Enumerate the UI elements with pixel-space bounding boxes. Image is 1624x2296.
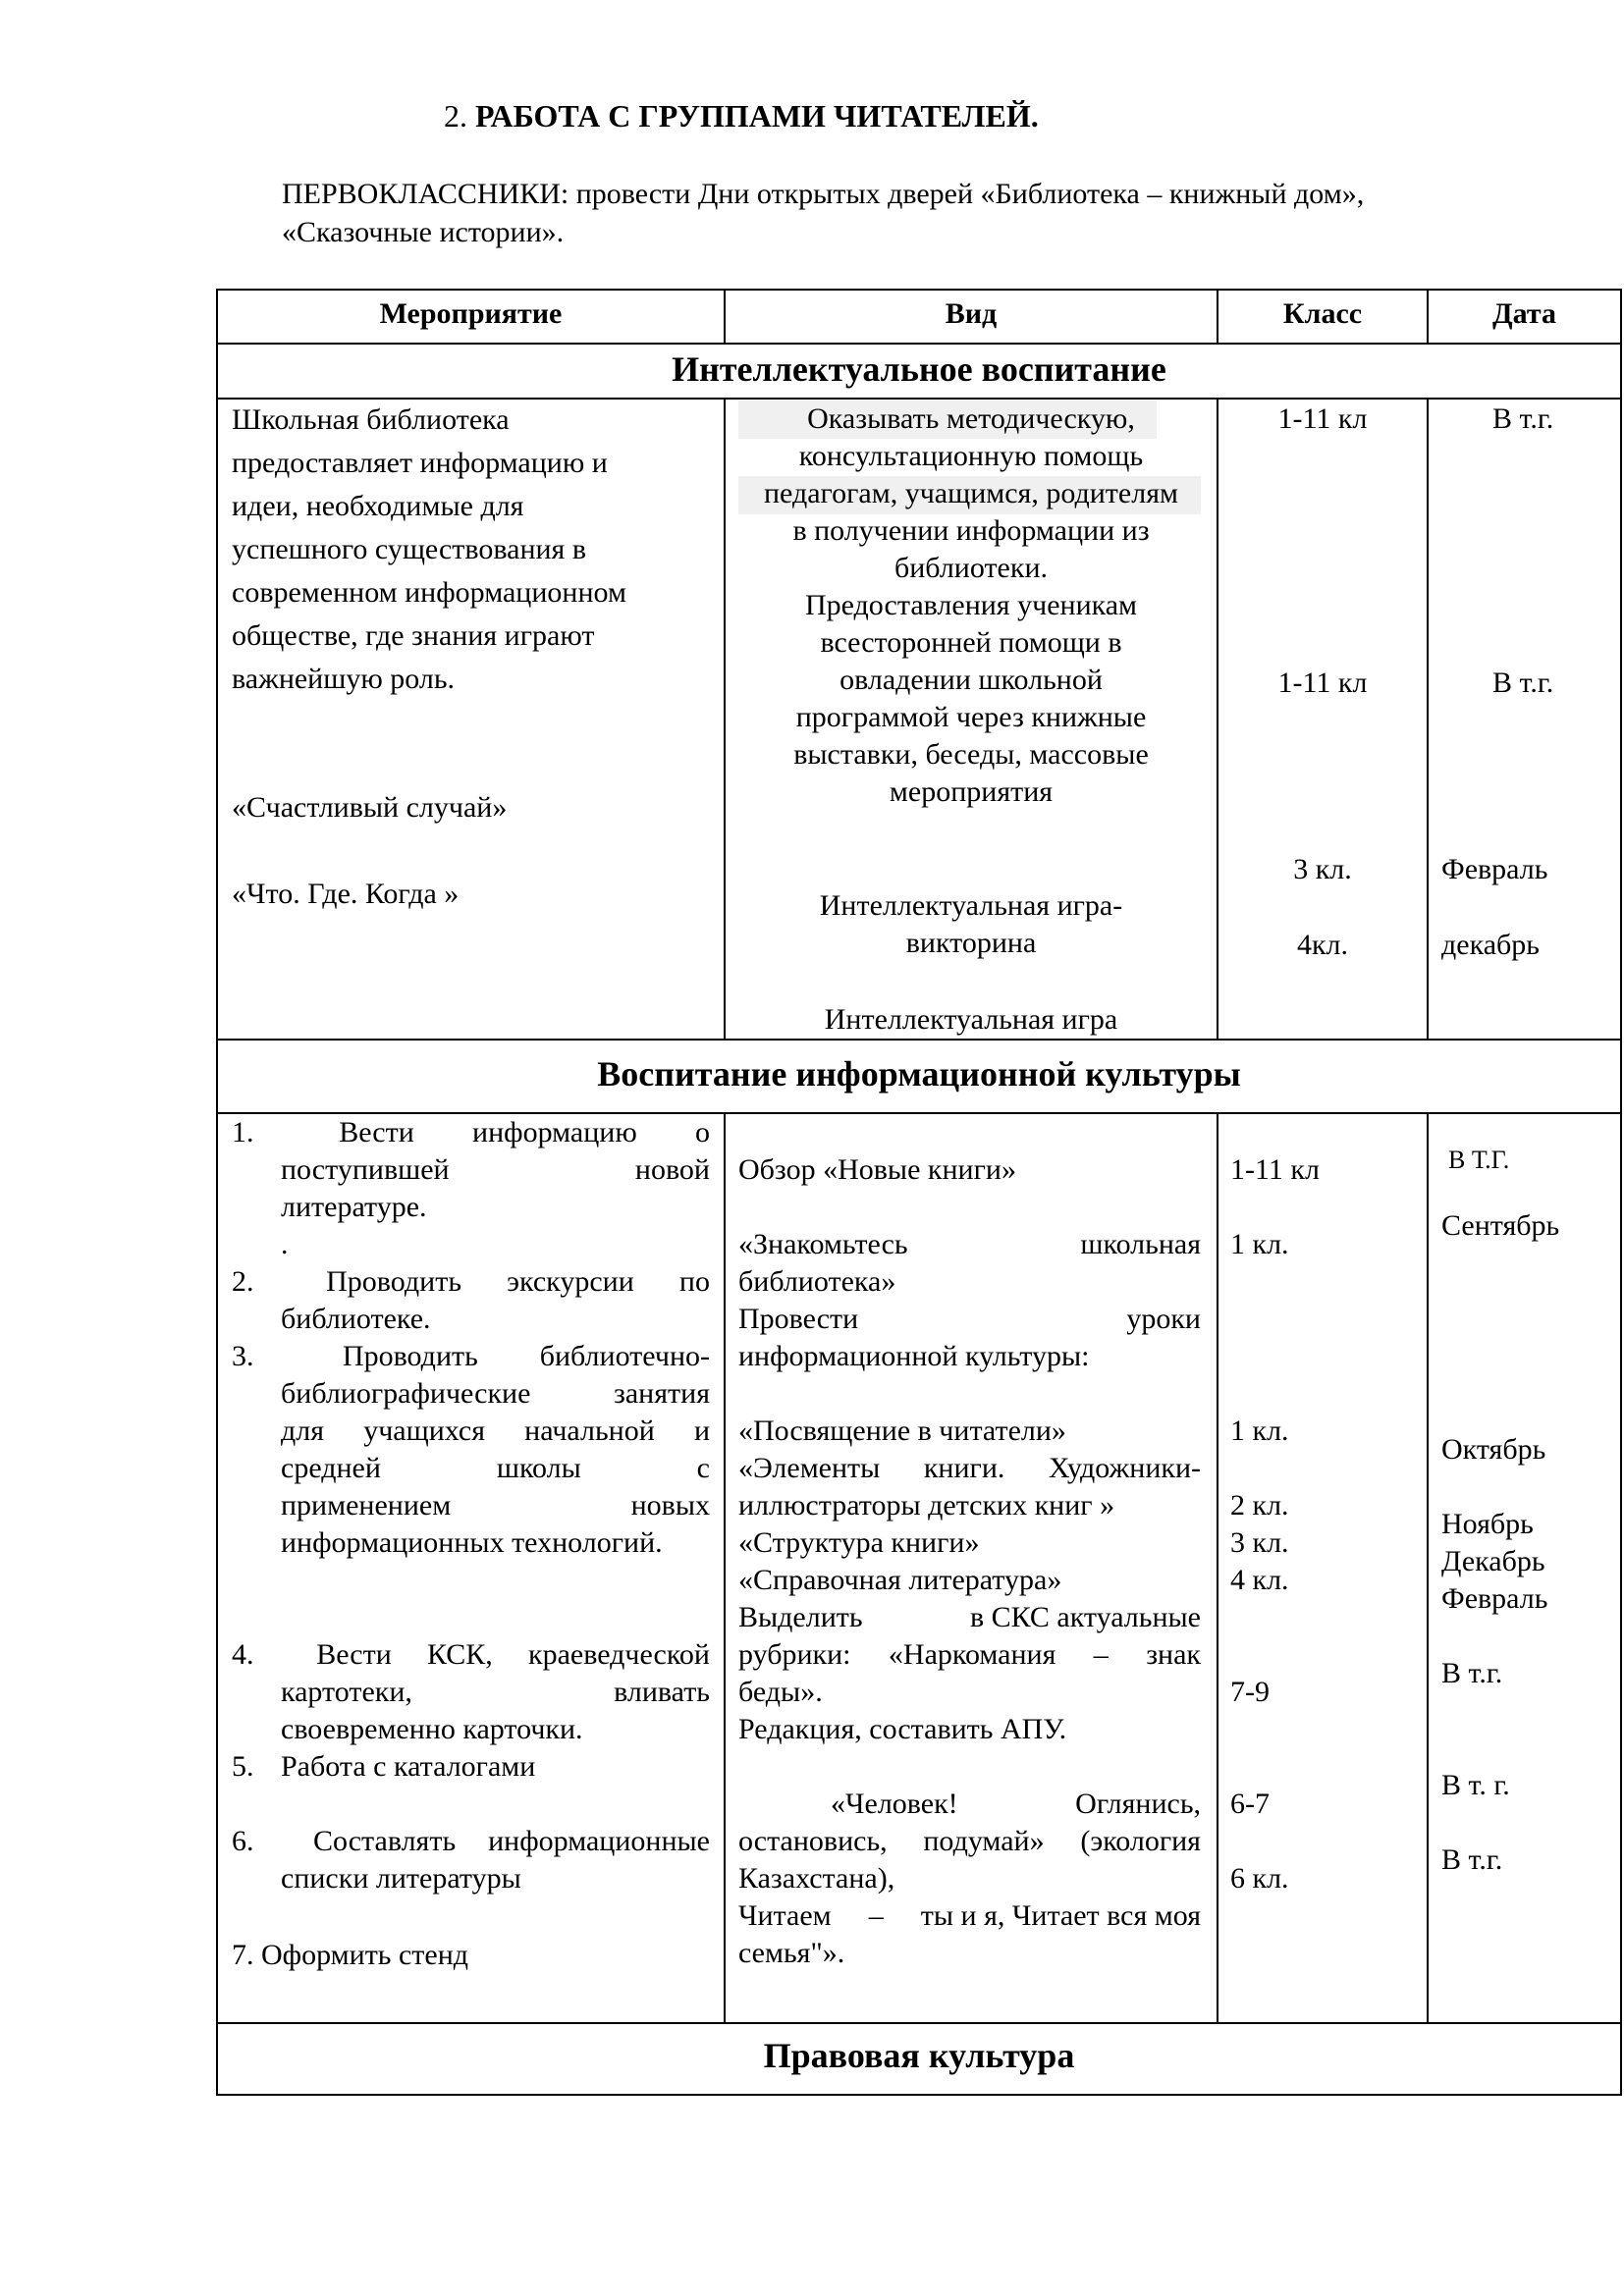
- grade-item: 2 кл.: [1230, 1489, 1289, 1522]
- section-information-culture: Воспитание информационной культуры: [597, 1054, 1241, 1094]
- text-fragment: КСК,: [427, 1638, 493, 1671]
- kind-item: [738, 1226, 1201, 1263]
- intro-paragraph: [282, 175, 1539, 251]
- text-fragment: «Человек!: [831, 1788, 958, 1820]
- text-fragment: знак: [1146, 1638, 1201, 1671]
- r1-grade: 3 кл.: [1293, 853, 1352, 885]
- text-fragment: рубрики:: [738, 1638, 851, 1671]
- grade-item: 1 кл.: [1230, 1415, 1289, 1447]
- r1-date: декабрь: [1441, 929, 1540, 961]
- date-item: Февраль: [1441, 1582, 1548, 1615]
- list-item: списки литературы: [281, 1862, 521, 1895]
- text-fragment: с: [696, 1452, 710, 1484]
- text-fragment: средней: [281, 1452, 381, 1484]
- kind-item: [738, 1897, 1201, 1935]
- list-item: [232, 1114, 710, 1151]
- table-border: [216, 289, 1622, 291]
- date-item: В т. г.: [1441, 1769, 1510, 1801]
- text-fragment: школьная: [1080, 1228, 1201, 1260]
- text-fragment: Работа с каталогами: [281, 1750, 536, 1783]
- text-fragment: «Наркомания: [888, 1638, 1056, 1671]
- text-fragment: Проводить: [342, 1340, 478, 1372]
- section-title: РАБОТА С ГРУППАМИ ЧИТАТЕЛЕЙ.: [475, 98, 1039, 133]
- text-fragment: учащихся: [363, 1415, 486, 1447]
- text-fragment: Проводить: [326, 1265, 462, 1298]
- text-fragment: книги.: [923, 1452, 1005, 1484]
- header-kind: Вид: [945, 297, 998, 330]
- header-event: Мероприятие: [379, 297, 563, 330]
- text-fragment: в СКС актуальные: [969, 1601, 1201, 1633]
- text-fragment: картотеки,: [281, 1676, 412, 1708]
- header-grade: Класс: [1282, 297, 1363, 330]
- table-border: [1427, 1112, 1429, 2024]
- table-border: [724, 1112, 726, 2024]
- list-item: [232, 1748, 535, 1786]
- header-date: Дата: [1492, 297, 1556, 330]
- r1-date: Февраль: [1441, 853, 1548, 885]
- text-fragment: 1.: [232, 1116, 254, 1148]
- table-border: [1217, 1112, 1218, 2024]
- kind-item: иллюстраторы детских книг »: [738, 1489, 1115, 1522]
- table-border: [216, 2022, 1622, 2024]
- r1-event-what-where-when: «Что. Где. Когда »: [232, 878, 460, 910]
- text-fragment: библиотечно-: [539, 1340, 710, 1372]
- kind-item: «Посвящение в читатели»: [738, 1415, 1066, 1447]
- list-item: [281, 1487, 710, 1524]
- text-fragment: Художники-: [1048, 1452, 1201, 1484]
- text-fragment: по: [678, 1265, 710, 1298]
- text-fragment: 6.: [232, 1825, 254, 1857]
- text-fragment: краеведческой: [528, 1638, 710, 1671]
- text-fragment: начальной: [524, 1415, 655, 1447]
- text-fragment: 2.: [232, 1265, 254, 1298]
- grade-item: 7-9: [1230, 1676, 1270, 1708]
- kind-item: информационной культуры:: [738, 1340, 1090, 1372]
- table-border: [216, 289, 218, 2096]
- text-fragment: информационные: [488, 1825, 710, 1857]
- text-fragment: Оглянись,: [1075, 1788, 1201, 1820]
- grade-item: 1-11 кл: [1230, 1153, 1320, 1186]
- r1-kind-game: Интеллектуальная игра: [824, 1003, 1118, 1036]
- text-fragment: уроки: [1126, 1303, 1201, 1335]
- table-border: [216, 1039, 1622, 1041]
- date-item: В Т.Г.: [1448, 1146, 1510, 1174]
- r1-kind-text: Оказывать методическую, консультационную помощь педагогам, учащимся, родителям в получении информации из библиотеки. Предоставления ученикам всесторонней помощи в овладении школьной программой через книжные выставки, беседы, массовые мероприятия: [763, 402, 1178, 808]
- table-border: [1620, 289, 1622, 2096]
- table-border: [1427, 398, 1429, 1041]
- list-item: [232, 1636, 710, 1674]
- r1-date: В т.г.: [1492, 402, 1554, 435]
- text-fragment: новых: [630, 1489, 710, 1522]
- grade-item: 3 кл.: [1230, 1526, 1289, 1559]
- kind-item: семья"».: [738, 1937, 845, 1969]
- r1-event-text: Школьная библиотека предоставляет информацию и идеи, необходимые для успешного существования в современном информационном обществе, где знания играют важнейшую роль.: [232, 403, 626, 695]
- list-item: [281, 1674, 710, 1711]
- section-number: 2.: [444, 98, 475, 133]
- grade-item: 6 кл.: [1230, 1862, 1289, 1895]
- list-item: .: [281, 1228, 289, 1260]
- text-fragment: для: [281, 1415, 325, 1447]
- text-fragment: поступившей: [281, 1153, 450, 1186]
- kind-item: «Справочная литература»: [738, 1564, 1062, 1596]
- table-border: [216, 343, 1622, 345]
- text-fragment: –: [1093, 1638, 1109, 1671]
- text-fragment: экскурсии: [507, 1265, 634, 1298]
- list-item: своевременно карточки.: [281, 1713, 583, 1745]
- text-fragment: Выделить: [738, 1601, 863, 1633]
- grade-item: 4 кл.: [1230, 1564, 1289, 1596]
- list-item: литературе.: [281, 1191, 427, 1223]
- kind-item: библиотека»: [738, 1265, 896, 1298]
- date-item: Ноябрь: [1441, 1508, 1534, 1540]
- list-item: [281, 1450, 710, 1487]
- text-fragment: информацию: [472, 1116, 637, 1148]
- section-intellectual: Интеллектуальное воспитание: [672, 349, 1166, 389]
- text-fragment: Вести: [316, 1638, 392, 1671]
- r1-kind-quiz: Интеллектуальная игра- викторина: [819, 889, 1123, 959]
- text-fragment: ты и я, Читает вся моя: [920, 1899, 1201, 1932]
- text-fragment: «Элементы: [738, 1452, 881, 1484]
- date-item: В т.г.: [1441, 1657, 1503, 1689]
- r1-grade: 1-11 кл: [1277, 667, 1368, 699]
- intro-line-1: ПЕРВОКЛАССНИКИ: провести Дни открытых дверей «Библиотека – книжный дом»,: [282, 178, 1365, 210]
- text-fragment: Составлять: [312, 1825, 457, 1857]
- text-fragment: школы: [496, 1452, 581, 1484]
- list-item: библиотеке.: [281, 1303, 431, 1335]
- date-item: Октябрь: [1441, 1433, 1546, 1466]
- grade-item: 1 кл.: [1230, 1228, 1289, 1260]
- text-fragment: новой: [634, 1153, 710, 1186]
- table-border: [216, 2094, 1622, 2096]
- text-fragment: подумай»: [923, 1825, 1045, 1857]
- text-fragment: (экология: [1080, 1825, 1201, 1857]
- grade-item: 6-7: [1230, 1788, 1270, 1820]
- text-fragment: Провести: [738, 1303, 859, 1335]
- list-item: [281, 1413, 710, 1450]
- text-fragment: 5.: [232, 1750, 254, 1783]
- kind-item: Обзор «Новые книги»: [738, 1153, 1016, 1186]
- text-fragment: вливать: [614, 1676, 710, 1708]
- text-fragment: –: [868, 1899, 884, 1932]
- kind-item: [738, 1599, 1201, 1636]
- list-item: информационных технологий.: [281, 1526, 663, 1559]
- list-item: [232, 1263, 710, 1301]
- date-item: Декабрь: [1441, 1545, 1545, 1577]
- text-fragment: библиографические: [281, 1377, 531, 1410]
- kind-item: [738, 1823, 1201, 1860]
- list-item: [281, 1375, 710, 1413]
- text-fragment: «Знакомьтесь: [738, 1228, 908, 1260]
- text-fragment: и: [693, 1415, 710, 1447]
- text-fragment: остановись,: [738, 1825, 888, 1857]
- text-fragment: 3.: [232, 1340, 254, 1372]
- kind-item: «Структура книги»: [738, 1526, 980, 1559]
- intro-line-2: «Сказочные истории».: [282, 216, 565, 248]
- r1-grade: 4кл.: [1296, 929, 1349, 961]
- kind-item: беды».: [738, 1676, 823, 1708]
- kind-item: [738, 1636, 1201, 1674]
- text-fragment: применением: [281, 1489, 452, 1522]
- section-legal-culture: Правовая культура: [763, 2036, 1075, 2075]
- kind-item: Редакция, составить АПУ.: [738, 1713, 1067, 1745]
- r1-event-lucky-case: «Счастливый случай»: [232, 791, 508, 824]
- kind-item: [831, 1786, 1201, 1823]
- kind-item: Казахстана),: [738, 1862, 895, 1895]
- r1-grade: 1-11 кл: [1277, 402, 1368, 435]
- kind-item: [738, 1450, 1201, 1487]
- list-item: [232, 1823, 710, 1860]
- text-fragment: Читаем: [738, 1899, 832, 1932]
- text-fragment: Вести: [339, 1116, 414, 1148]
- section-heading: [444, 98, 1039, 134]
- text-fragment: о: [694, 1116, 710, 1148]
- text-fragment: занятия: [614, 1377, 710, 1410]
- date-item: Сентябрь: [1441, 1209, 1560, 1242]
- kind-item: [738, 1301, 1201, 1338]
- list-item: [232, 1338, 710, 1375]
- date-item: В т.г.: [1441, 1843, 1503, 1876]
- list-item: 7. Оформить стенд: [232, 1939, 469, 1971]
- text-fragment: 4.: [232, 1638, 254, 1671]
- r1-date: В т.г.: [1492, 667, 1554, 699]
- list-item: [281, 1151, 710, 1189]
